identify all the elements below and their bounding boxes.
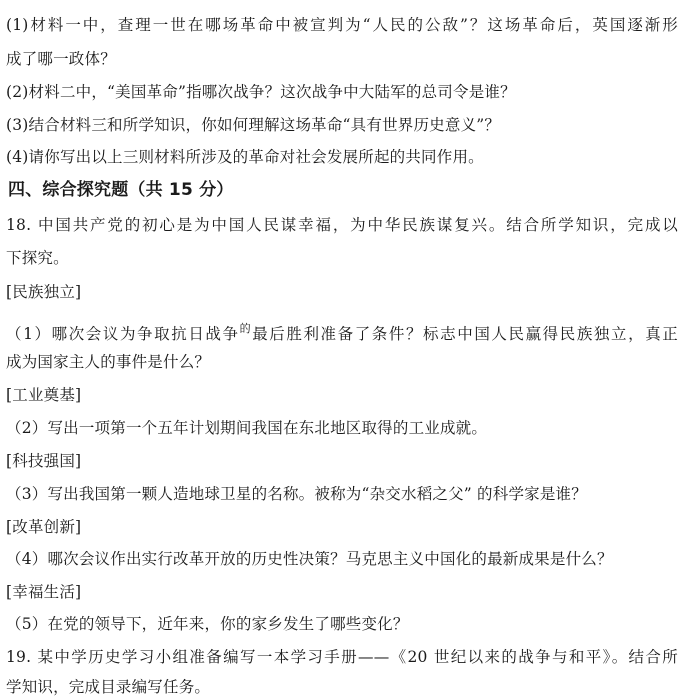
question-18-part-1-line-1 bbox=[6, 318, 678, 345]
question-17-part-2: (2)材料二中，“美国革命”指哪次战争？这次战争中大陆军的总司令是谁？ bbox=[6, 83, 516, 101]
question-19-line-2: 学知识，完成目录编写任务。 bbox=[6, 678, 211, 696]
question-18-part-3: （3）写出我国第一颗人造地球卫星的名称。被称为“杂交水稻之父” 的科学家是谁？ bbox=[6, 485, 587, 503]
question-18-intro-line-1: 18. 中国共产党的初心是为中国人民谋幸福，为中华民族谋复兴。结合所学知识，完成以 bbox=[6, 216, 678, 234]
question-17-part-1-line-1: (1)材料一中，查理一世在哪场革命中被宣判为“人民的公敌”？这场革命后，英国逐渐形 bbox=[6, 16, 678, 34]
topic-label-tech-power: [科技强国] bbox=[6, 452, 82, 470]
topic-label-reform-innovation: [改革创新] bbox=[6, 518, 82, 536]
question-18-part-1-text-before: （1）哪次会议为争取抗日战争 bbox=[6, 325, 240, 343]
question-18-part-1-superscript: 的 bbox=[239, 322, 253, 335]
topic-label-industrial-foundation: [工业奠基] bbox=[6, 386, 82, 404]
question-19-line-1: 19. 某中学历史学习小组准备编写一本学习手册——《20 世纪以来的战争与和平》。结合所 bbox=[6, 648, 678, 666]
question-18-part-4: （4）哪次会议作出实行改革开放的历史性决策？马克思主义中国化的最新成果是什么？ bbox=[6, 550, 613, 568]
question-18-part-5: （5）在党的领导下，近年来，你的家乡发生了哪些变化？ bbox=[6, 615, 409, 633]
section-heading: 四、综合探究题（共 15 分） bbox=[8, 180, 234, 200]
question-18-part-1-line-2: 成为国家主人的事件是什么？ bbox=[6, 353, 211, 371]
question-17-part-4: (4)请你写出以上三则材料所涉及的革命对社会发展所起的共同作用。 bbox=[6, 148, 484, 166]
question-17-part-1-line-2: 成了哪一政体？ bbox=[6, 50, 116, 68]
question-18-part-2: （2）写出一项第一个五年计划期间我国在东北地区取得的工业成就。 bbox=[6, 419, 488, 437]
topic-label-happy-life: [幸福生活] bbox=[6, 583, 82, 601]
question-18-part-1-text-after: 最后胜利准备了条件？标志中国人民赢得民族独立，真正 bbox=[252, 325, 678, 343]
question-18-intro-line-2: 下探究。 bbox=[6, 249, 69, 267]
question-17-part-3: (3)结合材料三和所学知识，你如何理解这场革命“具有世界历史意义”？ bbox=[6, 116, 501, 134]
topic-label-national-independence: [民族独立] bbox=[6, 283, 82, 301]
